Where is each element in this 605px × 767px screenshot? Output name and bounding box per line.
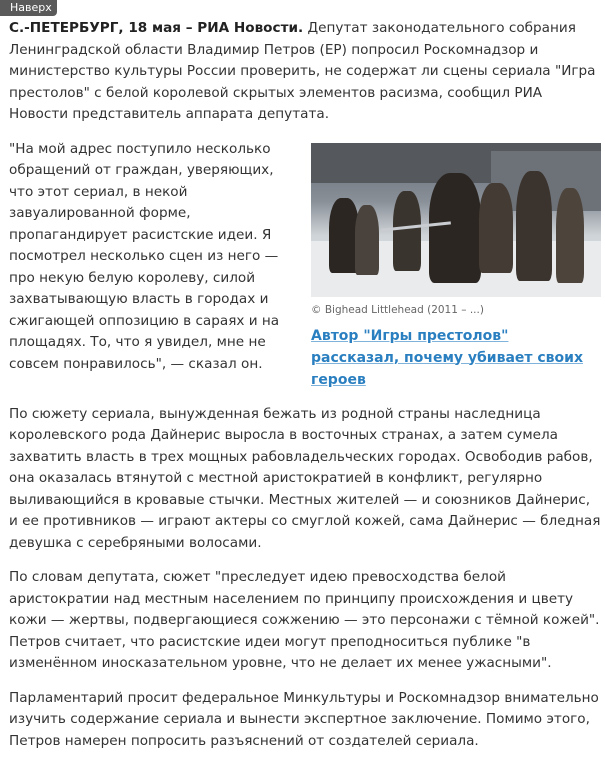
body-paragraph: По сюжету сериала, вынужденная бежать из родной страны наследница королевского рода Дайнерис выросла в восточных странах, а затем сумела захватить власть в трех мощных рабовладельческих городах. Освободив рабов, она оказалась втянутой с местной аристократией в конфликт, регулярно выливающийся в кровавые стычки. Местных жителей — и союзников Дайнерис, и ее противников — играют актеры со смуглой кожей, сама Дайнерис — бледная девушка с серебряными волосами. bbox=[9, 405, 601, 551]
intro-text: Депутат законодательного собрания Ленинградской области Владимир Петров (ЕР) попросил Роскомнадзор и министерство культуры России проверить, не содержат ли сцены сериала "Игра престолов" с белой королевой скрытых элементов расизма, сообщил РИА Новости представитель аппарата депутата. bbox=[9, 20, 596, 122]
quote-block bbox=[9, 139, 601, 391]
quote-paragraph: "На мой адрес поступило несколько обращений от граждан, уверяющих, что этот сериал, в некой завуалированной форме, пропагандирует расистские идеи. Я посмотрел несколько сцен из него — про некую белую королеву, силой захватывающую власть в городах и сжигающей оппозицию в сараях и на площадях. То, что я увидел, мне не совсем понравилось", — сказал он. bbox=[9, 140, 280, 372]
intro-paragraph bbox=[9, 18, 601, 126]
article-body bbox=[9, 18, 601, 752]
dateline: С.-ПЕТЕРБУРГ, 18 мая – РИА Новости. bbox=[9, 20, 304, 36]
back-to-top-button[interactable]: Наверх bbox=[0, 0, 57, 16]
related-aside bbox=[311, 143, 601, 391]
related-article-link[interactable]: Автор "Игры престолов" рассказал, почему убивает своих героев bbox=[311, 327, 584, 388]
photo-credit: © Bighead Littlehead (2011 – ...) bbox=[311, 303, 484, 316]
body-paragraph: По словам депутата, сюжет "преследует идею превосходства белой аристократии над местным населением по принципу происхождения и цвету кожи — жертвы, подвергающиеся сожжению — это персонажи с тёмной кожей". Петров считает, что расистские идеи могут преподноситься публике "в изменённом иносказательном уровне, что не делает их менее ужасными". bbox=[9, 569, 600, 671]
body-paragraph: Парламентарий просит федеральное Минкультуры и Роскомнадзор внимательно изучить содержание сериала и вынести экспертное заключение. Помимо этого, Петров намерен попросить разъяснений от создателей сериала. bbox=[9, 689, 599, 749]
article-photo[interactable] bbox=[311, 143, 601, 297]
